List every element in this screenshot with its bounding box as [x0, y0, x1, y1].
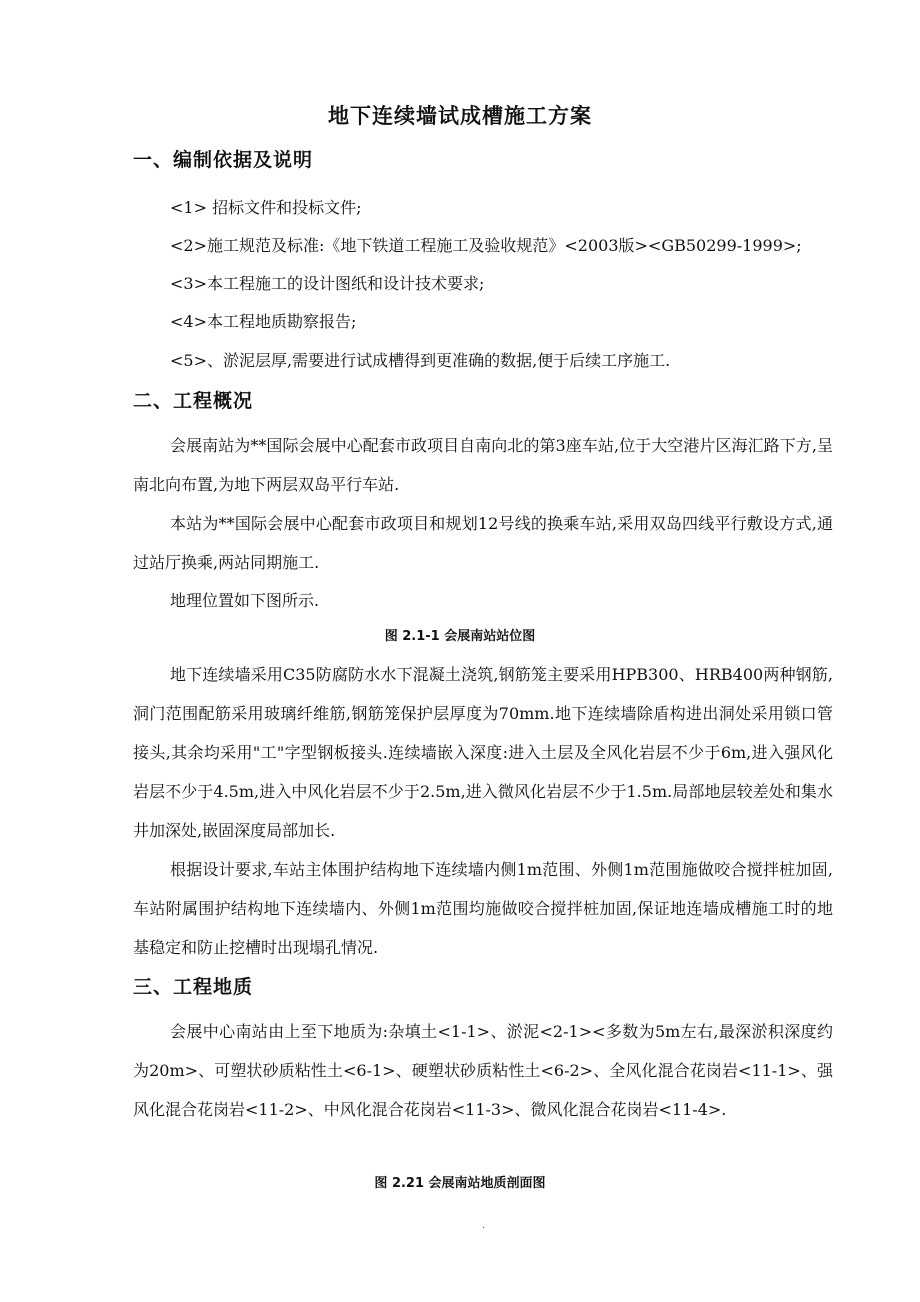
overview-paragraph-1: 会展南站为**国际会展中心配套市政项目自南向北的第3座车站,位于大空港片区海汇路下方,呈南北向布置,为地下两层双岛平行车站.: [133, 436, 833, 494]
figure-caption-location: 图 2.1-1 会展南站站位图: [384, 629, 536, 644]
basis-item-2: <2>施工规范及标准:《地下铁道工程施工及验收规范》<2003版><GB50299-1999>;: [170, 236, 802, 255]
basis-item-5: <5>、淤泥层厚,需要进行试成槽得到更准确的数据,便于后续工序施工.: [170, 351, 671, 370]
section-3-heading: 三、工程地质: [133, 976, 254, 998]
overview-paragraph-3: 地理位置如下图所示.: [170, 591, 320, 610]
section-2-heading: 二、工程概况: [133, 390, 254, 412]
figure-caption-geology: 图 2.21 会展南站地质剖面图: [374, 1176, 546, 1191]
basis-item-3: <3>本工程施工的设计图纸和设计技术要求;: [170, 274, 485, 293]
overview-paragraph-2: 本站为**国际会展中心配套市政项目和规划12号线的换乘车站,采用双岛四线平行敷设方式,通过站厅换乘,两站同期施工.: [133, 514, 833, 572]
geology-paragraph: 会展中心南站由上至下地质为:杂填土<1-1>、淤泥<2-1><多数为5m左右,最深淤积深度约为20m>、可塑状砂质粘性土<6-1>、硬塑状砂质粘性土<6-2>、全风化混合花岗岩<11-1>、强风化混合花岗岩<11-2>、中风化混合花岗岩<11-3>、微风化混合花岗岩<11-4>.: [133, 1022, 833, 1119]
section-1-heading: 一、编制依据及说明: [133, 149, 314, 171]
basis-item-4: <4>本工程地质勘察报告;: [170, 312, 357, 331]
document-title: 地下连续墙试成槽施工方案: [328, 104, 592, 128]
footer-mark: .: [482, 1220, 486, 1231]
overview-paragraph-5: 根据设计要求,车站主体围护结构地下连续墙内侧1m范围、外侧1m范围施做咬合搅拌桩加固,车站附属围护结构地下连续墙内、外侧1m范围均施做咬合搅拌桩加固,保证地连墙成槽施工时的地基稳定和防止挖槽时出现塌孔情况.: [133, 860, 833, 957]
basis-item-1: <1> 招标文件和投标文件;: [170, 198, 362, 217]
overview-paragraph-4: 地下连续墙采用C35防腐防水水下混凝土浇筑,钢筋笼主要采用HPB300、HRB400两种钢筋,洞门范围配筋采用玻璃纤维筋,钢筋笼保护层厚度为70mm.地下连续墙除盾构进出洞处采用锁口管接头,其余均采用"工"字型钢板接头.连续墙嵌入深度:进入土层及全风化岩层不少于6m,进入强风化岩层不少于4.5m,进入中风化岩层不少于2.5m,进入微风化岩层不少于1.5m.局部地层较差处和集水井加深处,嵌固深度局部加长.: [133, 665, 833, 840]
